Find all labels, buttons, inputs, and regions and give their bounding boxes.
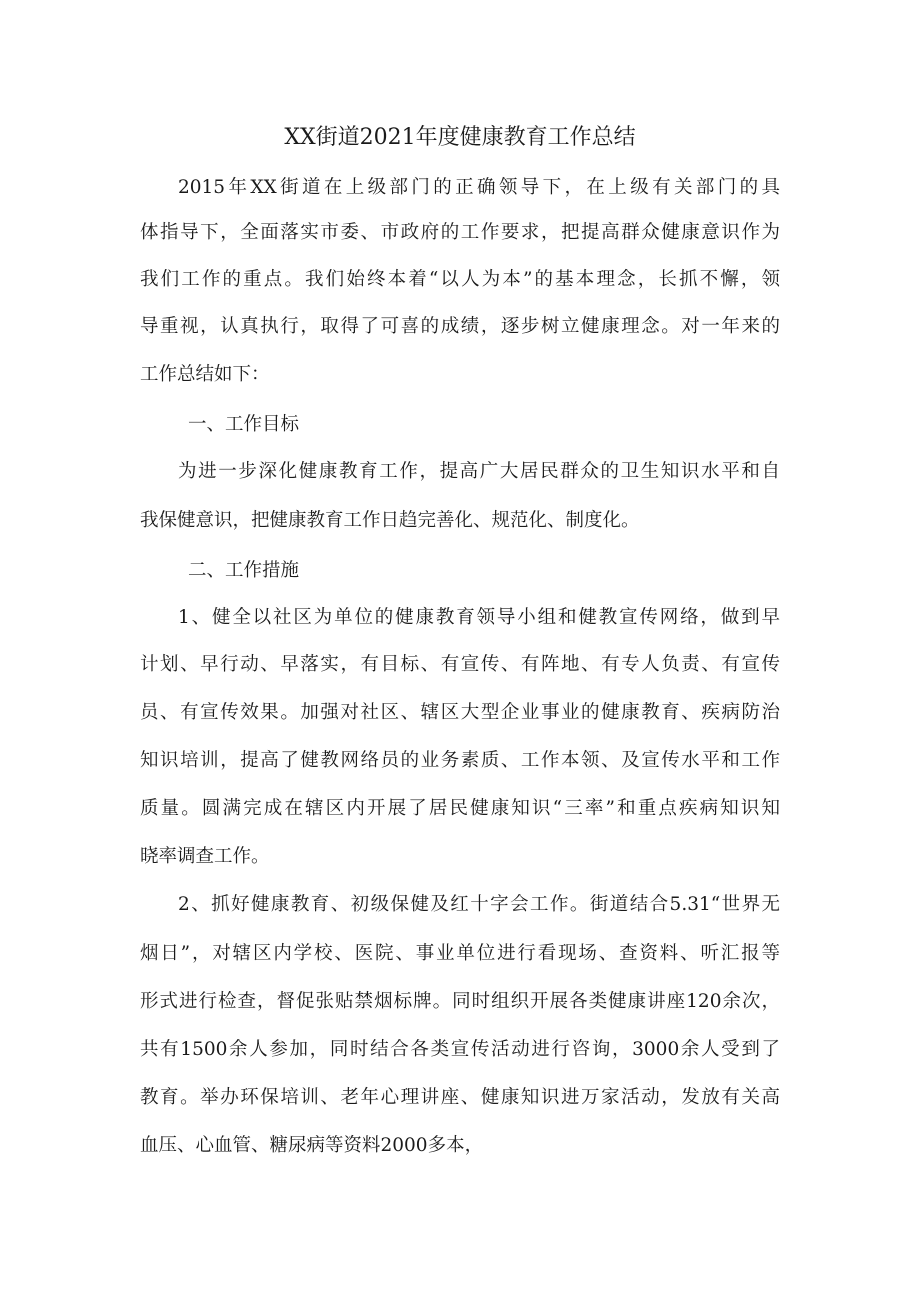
- measure1-line-2: 计划、早行动、早落实，有目标、有宣传、有阵地、有专人负责、有宣传: [140, 654, 780, 675]
- measure1-line-1: 1、健全以社区为单位的健康教育领导小组和健教宣传网络，做到早: [178, 607, 780, 628]
- measure2-line-4: 共有1500余人参加，同时结合各类宣传活动进行咨询，3000余人受到了: [140, 1039, 780, 1060]
- section-heading-measures: 二、工作措施: [188, 560, 300, 581]
- goals-line-1: 为进一步深化健康教育工作，提高广大居民群众的卫生知识水平和自: [178, 461, 780, 482]
- goals-line-2: 我保健意识，把健康教育工作日趋完善化、规范化、制度化。: [140, 510, 640, 531]
- measure1-line-5: 质量。圆满完成在辖区内开展了居民健康知识“三率”和重点疾病知识知: [140, 798, 780, 819]
- document-title: XX街道2021年度健康教育工作总结: [284, 125, 636, 150]
- measure2-line-5: 教育。举办环保培训、老年心理讲座、健康知识进万家活动，发放有关高: [140, 1087, 780, 1108]
- intro-line-2: 体指导下，全面落实市委、市政府的工作要求，把提高群众健康意识作为: [140, 222, 780, 243]
- intro-line-1: 2015年XX街道在上级部门的正确领导下，在上级有关部门的具: [178, 177, 780, 198]
- measure1-line-4: 知识培训，提高了健教网络员的业务素质、工作本领、及宣传水平和工作: [140, 750, 780, 771]
- intro-line-4: 导重视，认真执行，取得了可喜的成绩，逐步树立健康理念。对一年来的: [140, 316, 780, 337]
- intro-line-3: 我们工作的重点。我们始终本着“以人为本”的基本理念，长抓不懈，领: [140, 269, 780, 290]
- measure2-line-3: 形式进行检查，督促张贴禁烟标牌。同时组织开展各类健康讲座120余次，: [140, 991, 780, 1012]
- measure2-line-2: 烟日”，对辖区内学校、医院、事业单位进行看现场、查资料、听汇报等: [140, 943, 780, 964]
- section-heading-goals: 一、工作目标: [188, 414, 300, 435]
- measure1-line-6: 晓率调查工作。: [140, 846, 270, 867]
- measure2-line-6: 血压、心血管、糖尿病等资料2000多本，: [140, 1135, 484, 1156]
- measure1-line-3: 员、有宣传效果。加强对社区、辖区大型企业事业的健康教育、疾病防治: [140, 702, 780, 723]
- intro-line-5: 工作总结如下：: [140, 364, 270, 385]
- measure2-line-1: 2、抓好健康教育、初级保健及红十字会工作。街道结合5.31“世界无: [178, 894, 780, 915]
